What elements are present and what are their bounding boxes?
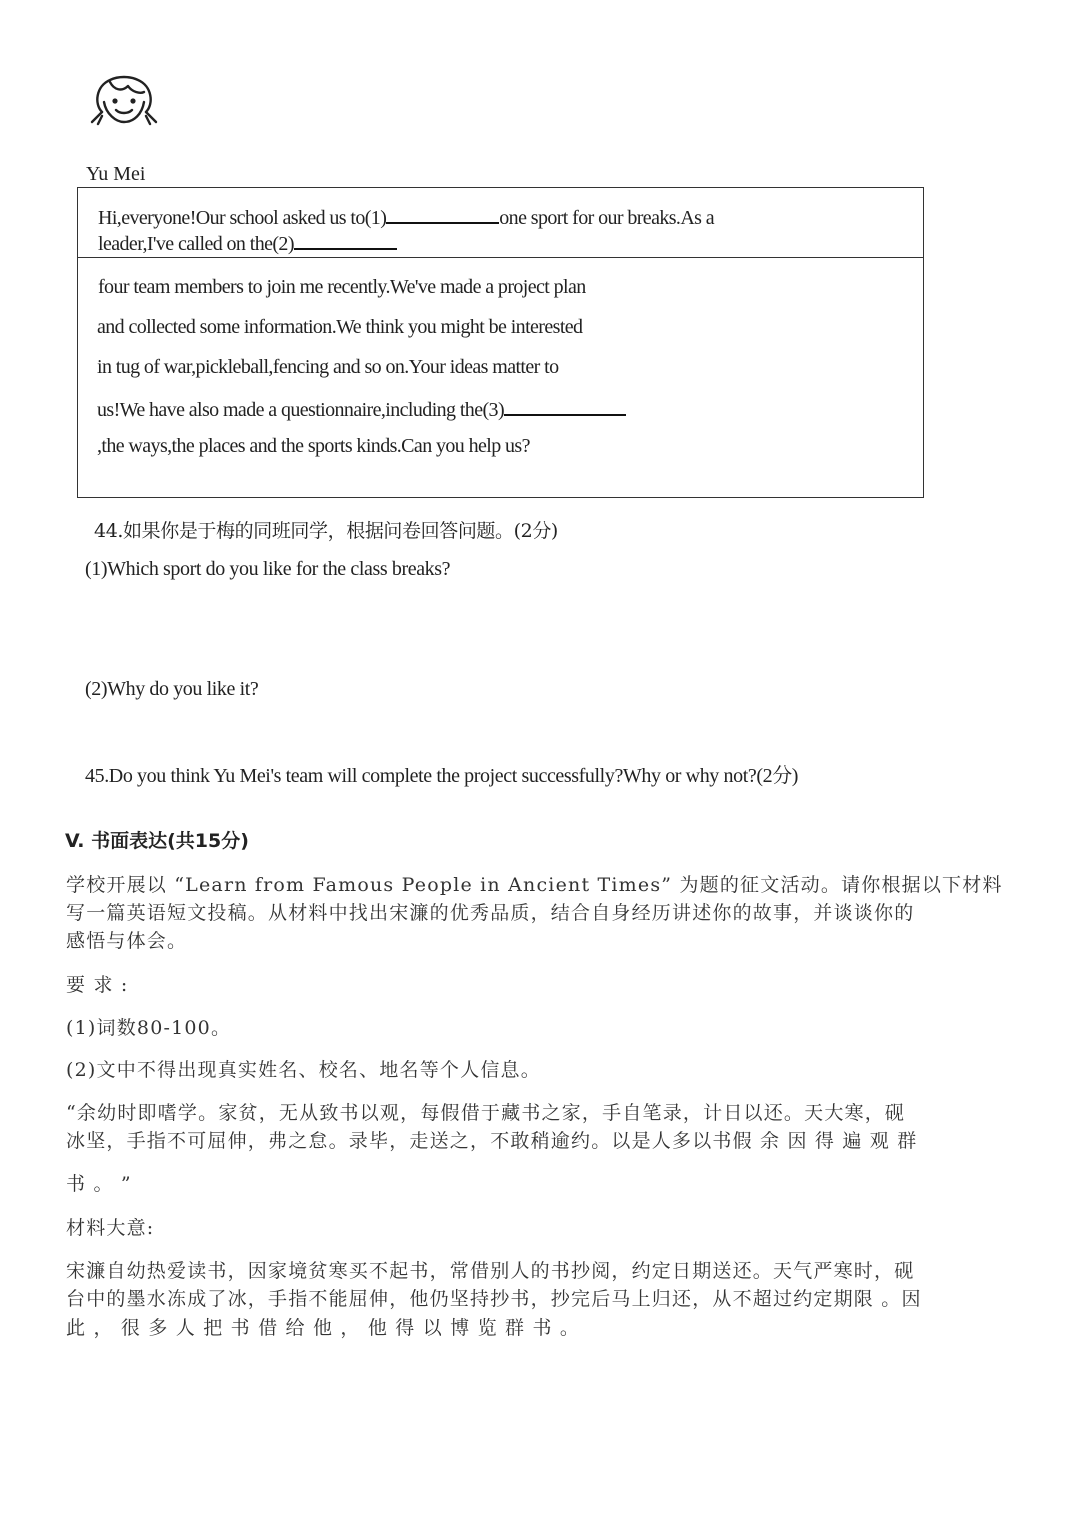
blank-1[interactable] <box>386 204 499 224</box>
box-line-1 <box>98 204 714 230</box>
question-44-2: (2)Why do you like it? <box>85 678 259 700</box>
writing-intro-line-2: 写一篇英语短文投稿。从材料中找出宋濂的优秀品质，结合自身经历讲述你的故事，并谈谈你的 <box>66 902 915 924</box>
requirement-1: (1)词数80-100。 <box>66 1017 232 1039</box>
requirements-label: 要 求 : <box>66 974 129 996</box>
box-line-2 <box>98 230 397 256</box>
box-line-7: ,the ways,the places and the sports kinds.Can you help us? <box>97 435 530 457</box>
box-line-1-start: Hi,everyone!Our school asked us to(1) <box>98 207 387 229</box>
summary-line-1: 宋濂自幼热爱读书，因家境贫寒买不起书，常借别人的书抄阅，约定日期送还。天气严寒时，砚 <box>66 1260 915 1282</box>
blank-2[interactable] <box>294 230 397 250</box>
quote-line-3: 书 。 ” <box>66 1173 132 1195</box>
box-line-2-text: leader,I've called on the(2) <box>98 233 294 255</box>
box-line-3: four team members to join me recently.We've made a project plan <box>98 276 586 298</box>
writing-intro-line-1: 学校开展以 “Learn from Famous People in Ancient Times” 为题的征文活动。请你根据以下材料 <box>66 874 1003 896</box>
summary-line-2: 台中的墨水冻成了冰，手指不能屈伸，他仍坚持抄书，抄完后马上归还，从不超过约定期限 。因 <box>66 1288 922 1310</box>
speaker-name: Yu Mei <box>86 163 146 185</box>
blank-3[interactable] <box>504 396 626 416</box>
summary-label: 材料大意: <box>66 1217 155 1239</box>
requirement-2: (2)文中不得出现真实姓名、校名、地名等个人信息。 <box>66 1059 541 1081</box>
box-line-6 <box>97 396 626 422</box>
writing-intro-line-3: 感悟与体会。 <box>66 930 188 952</box>
writing-heading: V. 书面表达(共15分) <box>65 830 249 852</box>
question-44: 44.如果你是于梅的同班同学，根据问卷回答问题。(2分) <box>94 520 558 542</box>
box-line-4: and collected some information.We think you might be interested <box>97 316 583 338</box>
box-line-1-end: one sport for our breaks.As a <box>499 207 715 229</box>
box-line-5: in tug of war,pickleball,fencing and so on.Your ideas matter to <box>97 356 559 378</box>
question-45: 45.Do you think Yu Mei's team will complete the project successfully?Why or why not?(2分) <box>85 765 799 787</box>
summary-line-3: 此 ， 很 多 人 把 书 借 给 他 ， 他 得 以 博 览 群 书 。 <box>66 1317 581 1339</box>
question-44-1: (1)Which sport do you like for the class breaks? <box>85 558 451 580</box>
girl-face-icon <box>88 72 160 128</box>
box-line-6-text: us!We have also made a questionnaire,including the(3) <box>97 399 504 421</box>
quote-line-1: “余幼时即嗜学。家贫，无从致书以观，每假借于藏书之家，手自笔录，计日以还。天大寒，砚 <box>66 1102 906 1124</box>
quote-line-2: 冰坚，手指不可屈伸，弗之怠。录毕，走送之，不敢稍逾约。以是人多以书假 余 因 得 遍 观 群 <box>66 1130 918 1152</box>
